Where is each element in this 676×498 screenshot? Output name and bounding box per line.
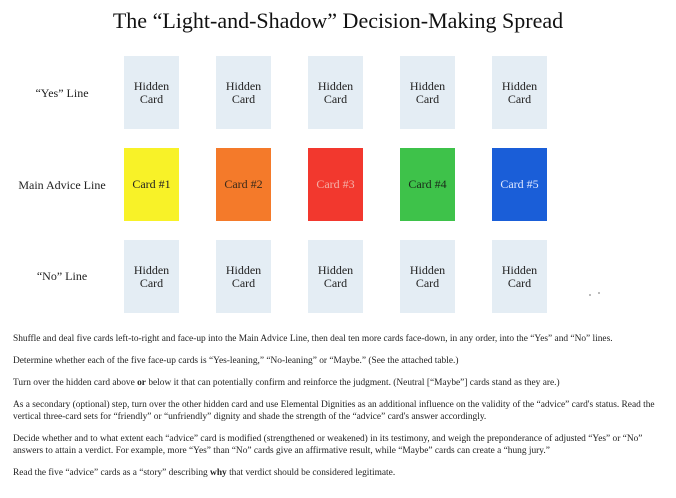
card-label: Hidden (317, 262, 354, 277)
main-advice-line-label: Main Advice Line (18, 178, 106, 192)
card-label: Card (507, 275, 532, 290)
instructions (13, 333, 663, 489)
card-label: Hidden (409, 78, 446, 93)
instruction-step-2: Determine whether each of the five face-up cards is “Yes-leaning,” “No-leaning” or “Maybe.” (See the attached table.) (13, 356, 459, 366)
card-label: Hidden (133, 78, 170, 93)
card-label: Card (231, 275, 256, 290)
no-line-label: “No” Line (36, 269, 88, 283)
card-label: Hidden (225, 78, 262, 93)
card-label: Card #5 (500, 177, 539, 191)
emphasis: or (137, 378, 146, 388)
card-label: Hidden (501, 262, 538, 277)
card-label: Card (507, 91, 532, 106)
scan-speck (598, 292, 600, 294)
card-label: Hidden (225, 262, 262, 277)
card-label: Card #3 (316, 177, 355, 191)
card-label: Card #1 (132, 177, 171, 191)
card-label: Card (323, 91, 348, 106)
card-label: Card (323, 275, 348, 290)
advice-card-2[interactable] (216, 148, 271, 221)
instruction-step-1: Shuffle and deal five cards left-to-right and face-up into the Main Advice Line, then deal ten more cards face-down, in any order, into the “Yes” and “No” lines. (13, 334, 613, 344)
text: that verdict should be considered legitimate. (226, 468, 396, 478)
advice-card-3[interactable] (308, 148, 363, 221)
card-label: Card (415, 275, 440, 290)
instruction-step-5: Decide whether and to what extent each “advice” card is modified (strengthened or weakened) in its testimony, and weigh the preponderance of adjusted “Yes” or “No” answers to attain a verdict. For example, more “Yes” than “No” cards give an affirmative result, while “Maybe” cards can create a “hung jury.” (13, 434, 643, 456)
card-label: Card (231, 91, 256, 106)
no-hidden-card-3[interactable] (308, 240, 363, 313)
card-label: Hidden (133, 262, 170, 277)
advice-card-5[interactable] (492, 148, 547, 221)
no-hidden-card-5[interactable] (492, 240, 547, 313)
instruction-step-4: As a secondary (optional) step, turn over the other hidden card and use Elemental Dignities as an additional influence on the validity of the “advice” card's status. Read the vertical three-card sets for “friendly” or “unfriendly” dignity and shade the strength of the “advice” card's answer accordingly. (13, 400, 655, 422)
yes-hidden-card-2[interactable] (216, 56, 271, 129)
card-label: Hidden (501, 78, 538, 93)
advice-card-4[interactable] (400, 148, 455, 221)
yes-hidden-card-1[interactable] (124, 56, 179, 129)
yes-hidden-card-5[interactable] (492, 56, 547, 129)
scan-speck (589, 294, 591, 296)
card-label: Hidden (409, 262, 446, 277)
text: below it that can potentially confirm and reinforce the judgment. (Neutral [“Maybe”] cards stand as they are.) (145, 378, 560, 388)
yes-hidden-card-3[interactable] (308, 56, 363, 129)
emphasis: why (210, 468, 227, 478)
card-label: Card (415, 91, 440, 106)
yes-hidden-card-4[interactable] (400, 56, 455, 129)
no-hidden-card-2[interactable] (216, 240, 271, 313)
page-title: The “Light-and-Shadow” Decision-Making Spread (112, 8, 564, 33)
instruction-step-6 (13, 467, 663, 479)
card-label: Card #4 (408, 177, 447, 191)
no-hidden-card-1[interactable] (124, 240, 179, 313)
no-hidden-card-4[interactable] (400, 240, 455, 313)
card-label: Card (139, 275, 164, 290)
yes-line-label: “Yes” Line (35, 86, 89, 100)
text: Turn over the hidden card above (13, 378, 138, 388)
text: Read the five “advice” cards as a “story” describing (13, 468, 211, 478)
card-label: Card (139, 91, 164, 106)
card-label: Card #2 (224, 177, 263, 191)
advice-card-1[interactable] (124, 148, 179, 221)
card-label: Hidden (317, 78, 354, 93)
instruction-step-3 (13, 377, 663, 389)
